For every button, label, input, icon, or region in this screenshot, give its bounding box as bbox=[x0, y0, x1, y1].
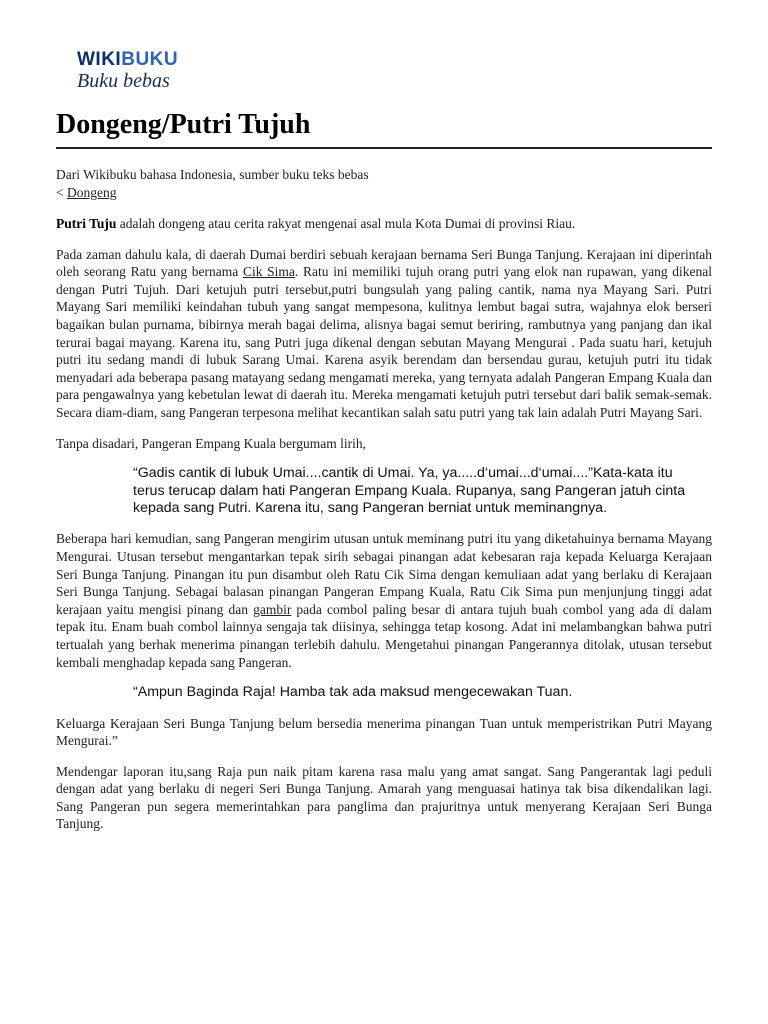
paragraph-4: Keluarga Kerajaan Seri Bunga Tanjung belum bersedia menerima pinangan Tuan untuk memperistrikan Putri Mayang Mengurai.” bbox=[56, 715, 712, 749]
paragraph-1-text-b: . Ratu ini memiliki tujuh orang putri yang elok nan rupawan, yang dikenal dengan Putri Tujuh. Dari ketujuh putri tersebut,putri bungsulah yang paling cantik, nama nya Mayang Sari. Putri Mayang Sari memiliki keindahan tubuh yang sangat mempesona, kulitnya lembut bagai sutra, wajahnya elok berseri bagaikan bulan purnama, bibirnya merah bagai delima, alisnya bagai semut beriring, rambutnya yang panjang dan ikal terurai bagai mayang. Karena itu, sang Putri juga dikenal dengan sebutan Mayang Mengurai . Pada suatu hari, ketujuh putri itu sedang mandi di lubuk Sarang Umai. Karena asyik berendam dan bersendau gurau, ketujuh putri itu tidak menyadari ada beberapa pasang matayang sedang mengamati mereka, yang ternyata adalah Pangeran Empang Kuala dan para pengawalnya yang kebetulan lewat di daerah itu. Mereka mengamati ketujuh putri tersebut dari balik semak-semak. Secara diam-diam, sang Pangeran terpesona melihat kecantikan salah satu putri yang tak lain adalah Putri Mayang Sari. bbox=[56, 264, 713, 420]
page-title: Dongeng/Putri Tujuh bbox=[56, 108, 712, 149]
paragraph-1-text-a: Pada zaman dahulu kala, di daerah Dumai berdiri sebuah kerajaan bernama Seri Bunga Tanjung. Kerajaan ini diperintah oleh seorang Ratu yang bernama bbox=[56, 246, 712, 280]
logo-wordmark bbox=[77, 50, 178, 70]
paragraph-3-text-a: Beberapa hari kemudian, sang Pangeran mengirim utusan untuk meminang putri itu yang diketahuinya bernama Mayang Mengurai. Utusan tersebut mengantarkan tepak sirih sebagai pinangan adat kebesaran raja kepada Keluarga Kerajaan Seri Bunga Tanjung. Pinangan itu pun disambut oleh Ratu Cik Sima dengan kemuliaan adat yang berlaku di Kerajaan Seri Bunga Tanjung. Sebagai balasan pinangan Pangeran Empang Kuala, Ratu Cik Sima pun menjunjung tinggi adat kerajaan yaitu mengisi pinang dan bbox=[56, 531, 712, 617]
paragraph-3 bbox=[56, 530, 712, 671]
wikibuku-logo[interactable] bbox=[77, 50, 178, 92]
logo-buku-text: BUKU bbox=[121, 49, 179, 70]
logo-wiki-text: WIKI bbox=[77, 49, 122, 70]
intro-text: adalah dongeng atau cerita rakyat mengenai asal mula Kota Dumai di provinsi Riau. bbox=[116, 216, 576, 231]
link-gambir[interactable]: gambir bbox=[253, 601, 292, 617]
quote-block-1: “Gadis cantik di lubuk Umai....cantik di Umai. Ya, ya.....d‘umai...d‘umai....”Kata-kata itu terus terucap dalam hati Pangeran Empang Kuala. Rupanya, sang Pangeran jatuh cinta kepada sang Putri. Karena itu, sang Pangeran berniat untuk meminangnya. bbox=[133, 465, 686, 516]
breadcrumb-prefix: < bbox=[56, 185, 67, 200]
intro-bold-term: Putri Tuju bbox=[56, 216, 117, 231]
article-content bbox=[56, 166, 712, 846]
breadcrumb bbox=[56, 184, 712, 202]
logo-tagline: Buku bebas bbox=[77, 70, 170, 92]
intro-paragraph bbox=[56, 215, 712, 233]
link-cik-sima[interactable]: Cik Sima bbox=[242, 264, 295, 280]
quote-block-2: “Ampun Baginda Raja! Hamba tak ada maksud mengecewakan Tuan. bbox=[133, 684, 573, 701]
paragraph-1 bbox=[56, 246, 712, 422]
paragraph-5: Mendengar laporan itu,sang Raja pun naik pitam karena rasa malu yang amat sangat. Sang Pangerantak lagi peduli dengan adat yang berlaku di negeri Seri Bunga Tanjung. Amarah yang menguasai hatinya tak bisa dikendalikan lagi. Sang Pangeran pun segera memerintahkan para panglima dan prajuritnya untuk menyerang Kerajaan Seri Bunga Tanjung. bbox=[56, 763, 712, 832]
paragraph-2: Tanpa disadari, Pangeran Empang Kuala bergumam lirih, bbox=[56, 435, 366, 451]
site-subtitle: Dari Wikibuku bahasa Indonesia, sumber buku teks bebas bbox=[56, 167, 369, 182]
breadcrumb-link-dongeng[interactable]: Dongeng bbox=[67, 185, 117, 200]
paragraph-3-text-b: pada combol paling besar di antara tujuh buah combol yang ada di dalam tepak itu. Enam buah combol lainnya sengaja tak diisinya, sehingga tetap kosong. Adat ini melambangkan bahwa putri tertualah yang berhak menerima pinangan terlebih dahulu. Mengetahui pinangan Pangerannya ditolak, utusan tersebut kembali menghadap kepada sang Pangeran. bbox=[56, 601, 712, 670]
